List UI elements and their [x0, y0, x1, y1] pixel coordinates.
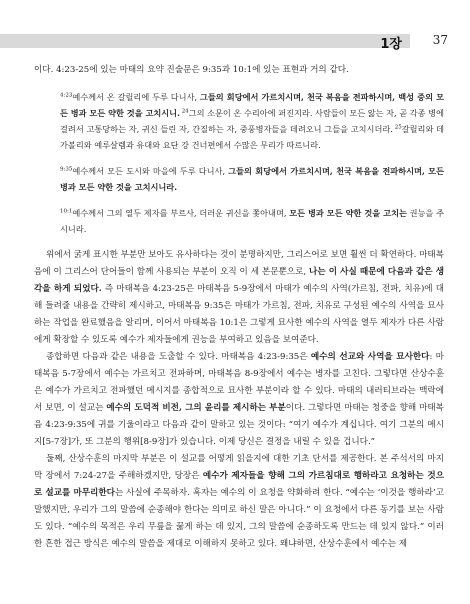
- paragraph-bold-text: 예수의 도덕적 비전, 그의 윤리를 제시하는 부분: [106, 403, 286, 413]
- paragraph-bold-text: 나는 이 사실 때문에 다음과 같은 생각을 하게 되었다.: [34, 267, 444, 294]
- paragraph-text: 위에서 굵게 표시한 부분만 보아도 유사하다는 것이 분명하지만, 그리스어로 보면 훨씬 더 확연하다. 마태복음에 이 그리스어 단어들이 함께 사용되는 부분이 오직 이 세 본문뿐으로,: [34, 250, 444, 277]
- intro-line: 이다. 4:23-25에 있는 마태의 요약 진술문은 9:35과 10:1에 있는 표현과 거의 같다.: [34, 65, 349, 75]
- paragraph-text: 즉 마태복음 4:23-25은 마태복음 5-9장에서 마태가 예수의 사역(가르침, 전파, 치유)에 대해 들려줄 내용을 간략히 제시하고, 마태복음 9:35은 마태가 가르침, 전파, 치유로 구성된 예수의 사역을 묘사하는 작업을 완료했음을 알리며, 이어서 마태복음 10:1은 그렇게 묘사한 예수의 사역을 열두 제자가 다른 사람에게 확장할 수 있도록 예수가 제자들에게 권능을 부여하고 있음을 보여준다.: [34, 284, 444, 345]
- verse-number: 10:1: [60, 208, 73, 215]
- quote-text: 권능을 주시니라.: [60, 208, 444, 234]
- paragraph-text: 종합하면 다음과 같은 내용을 도출할 수 있다. 마태복음 4:23-9:35은: [46, 352, 311, 362]
- verse-number: 24: [179, 108, 189, 115]
- verse-number: 9:35: [60, 166, 73, 173]
- paragraph-bold-text: 예수가 제자들을 향해 그의 가르침대로 행하라고 요청하는 것으로 설교를 마무리한다: [34, 471, 444, 498]
- quote-text: 예수께서 온 갈릴리에 두루 다니사,: [72, 92, 200, 102]
- quote-matthew-4-23: [54, 89, 444, 153]
- verse-number: 25: [392, 124, 402, 131]
- paragraph-1: [34, 247, 444, 349]
- quote-text: 갈릴리와 데가볼리와 예루살렘과 유대와 요단 강 건너편에서 수많은 무리가 따르니라.: [60, 124, 444, 150]
- quote-bold-text: 그들의 회당에서 가르치시며, 천국 복음을 전파하시며, 백성 중의 모든 병과 모든 약한 것을 고치시니.: [60, 92, 444, 118]
- quote-matthew-9-35: [54, 163, 444, 195]
- paragraph-2: [34, 349, 444, 451]
- paragraph-text: : 마태복음 5-7장에서 예수는 가르치고 전파하며, 마태복음 8-9장에서 예수는 병자를 고친다. 그렇다면 산상수훈은 예수가 가르치고 전파했던 메시지를 종합적으로 묘사한 부분이라 할 수 있다. 마태의 내러티브라는 맥락에서 보면, 이 설교는: [34, 352, 444, 413]
- paragraph-text: 는 사실에 주목하자. 혹자는 예수의 이 요청을 약화하려 한다. “예수는 ‘이것을 행하라’고 말했지만, 우리가 그의 말씀에 순종해야 한다는 의미로 하신 말은 아니다.” 이 요청에서 다른 동기를 보는 사람도 있다. “예수의 목적은 우리 무릎을 꿇게 하는 데 있지, 그의 말씀에 순종하도록 만드는 데 있지 않다.” 이러한 흔한 접근 방식은 예수의 말씀을 제대로 이해하지 못하고 있다. 왜냐하면, 산상수훈에서 예수는 제: [34, 488, 445, 549]
- paragraph-text: 이다. 그렇다면 마태는 청중을 향해 마태복음 4:23-9:35에 귀를 기울이라고 다음과 같이 말하고 있는 것이다: “여기 예수가 계십니다. 여기 그분의 메시지[5-7장]가, 또 그분의 행위[8-9장]가 있습니다. 이제 당신은 결정을 내릴 수 있을 겁니다.”: [34, 403, 444, 447]
- paragraph-bold-text: 예수의 선교와 사역을 묘사한다: [310, 352, 430, 362]
- quote-bold-text: 모든 병과 모든 약한 것을 고치는: [289, 208, 407, 218]
- quote-matthew-10-1: [54, 205, 444, 237]
- page-body: [34, 62, 444, 553]
- chapter-header-bar: [0, 34, 410, 52]
- paragraph-text: 둘째, 산상수훈의 마지막 부분은 이 설교를 어떻게 읽을지에 대한 기초 단서를 제공한다. 본 주석서의 마지막 장에서 7:24-27을 주해하겠지만, 당장은: [34, 454, 444, 481]
- quote-text: 예수께서 그의 열두 제자를 부르사, 더러운 귀신을 쫓아내며,: [72, 208, 290, 218]
- quote-bold-text: 그들의 회당에서 가르치시며, 천국 복음을 전파하시며, 모든 병과 모든 약한 것을 고치시니라.: [60, 166, 444, 192]
- paragraph-3: [34, 451, 444, 553]
- chapter-label: 1장: [380, 37, 402, 52]
- page-number: 37: [432, 33, 448, 47]
- quote-text: 예수께서 모든 도시와 마을에 두루 다니사,: [72, 166, 229, 176]
- quote-text: 그의 소문이 온 수리아에 퍼진지라. 사람들이 모든 앓는 자, 곧 각종 병에 걸려서 고통당하는 자, 귀신 들린 자, 간질하는 자, 중풍병자들을 데려오니 그들을 고치시더라.: [60, 108, 444, 134]
- verse-number: 4:23: [60, 92, 73, 99]
